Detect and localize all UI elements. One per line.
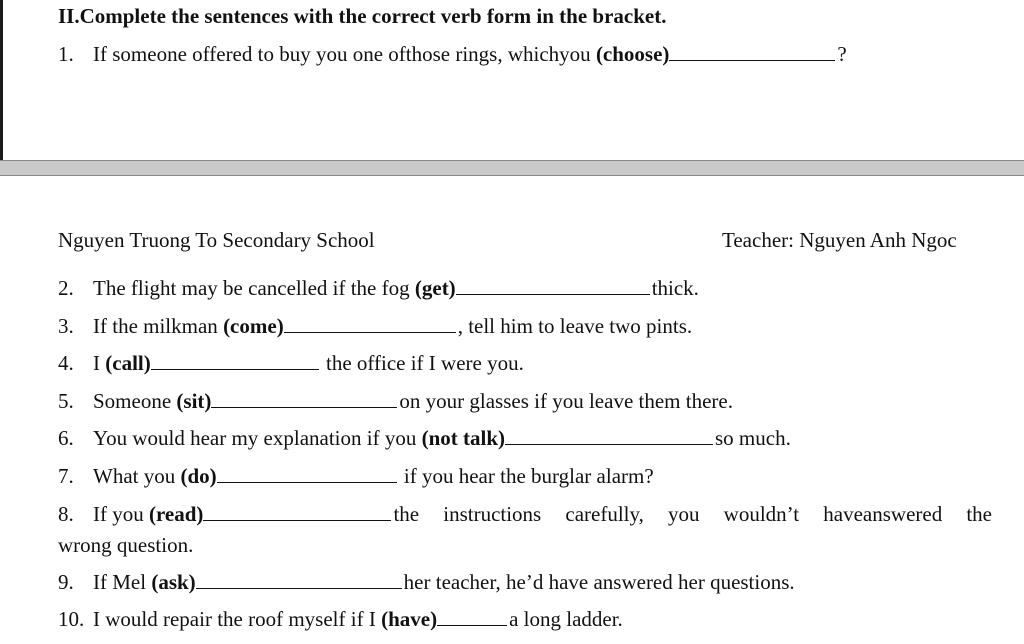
question-3 [58, 314, 692, 339]
answer-blank[interactable] [669, 42, 835, 61]
verb-hint: (have) [381, 607, 438, 631]
question-text-after: so much. [715, 426, 791, 450]
question-text-after: on your glasses if you leave them there. [399, 389, 733, 413]
question-8 [58, 502, 992, 527]
word: carefully, [565, 502, 644, 526]
question-text-after: thick. [651, 276, 699, 300]
question-text: Someone [93, 389, 177, 413]
question-5 [58, 389, 733, 414]
question-text: If Mel [93, 570, 152, 594]
question-text-after: if you hear the burglar alarm? [398, 464, 654, 488]
question-text: I [93, 351, 106, 375]
verb-hint: (choose) [595, 42, 670, 66]
verb-hint: (do) [180, 464, 217, 488]
question-1 [58, 42, 847, 67]
page-edge [0, 0, 3, 160]
question-number: 6. [58, 426, 74, 450]
verb-hint: (call) [105, 351, 151, 375]
question-text: If you [93, 502, 149, 526]
question-text-after: , tell him to leave two pints. [457, 314, 693, 338]
word: haveanswered [823, 502, 943, 526]
answer-blank[interactable] [284, 314, 456, 333]
question-8-start [58, 502, 419, 527]
question-number: 5. [58, 389, 74, 413]
answer-blank[interactable] [196, 570, 402, 589]
word: you [668, 502, 700, 526]
question-text: What you [93, 464, 181, 488]
answer-blank[interactable] [217, 464, 397, 483]
question-text: The flight may be cancelled if the fog [93, 276, 415, 300]
answer-blank[interactable] [456, 276, 650, 295]
answer-blank[interactable] [203, 502, 391, 521]
word: the [393, 502, 420, 526]
question-9 [58, 570, 795, 595]
word: the [966, 502, 992, 526]
question-text: You would hear my explanation if you [93, 426, 422, 450]
page-divider [0, 160, 1024, 176]
question-number: 9. [58, 570, 74, 594]
question-10 [58, 607, 623, 632]
question-number: 2. [58, 276, 74, 300]
verb-hint: (get) [414, 276, 456, 300]
question-text: If the milkman [93, 314, 224, 338]
question-number: 8. [58, 502, 74, 526]
word: wouldn’t [723, 502, 800, 526]
question-4 [58, 351, 524, 376]
question-text-after: ? [837, 42, 847, 66]
exercise-heading: II.Complete the sentences with the correct verb form in the bracket. [58, 4, 667, 28]
question-7 [58, 464, 654, 489]
question-6 [58, 426, 791, 451]
question-8-continuation: wrong question. [58, 533, 194, 557]
question-number: 10. [58, 607, 85, 631]
answer-blank[interactable] [151, 351, 319, 370]
question-text: I would repair the roof myself if I [93, 607, 382, 631]
question-number: 4. [58, 351, 74, 375]
answer-blank[interactable] [437, 607, 507, 626]
question-number: 1. [58, 42, 74, 66]
verb-hint: (not talk) [421, 426, 505, 450]
verb-hint: (ask) [151, 570, 196, 594]
school-name: Nguyen Truong To Secondary School [58, 228, 375, 252]
word: instructions [443, 502, 542, 526]
answer-blank[interactable] [505, 426, 713, 445]
teacher-name: Teacher: Nguyen Anh Ngoc [722, 228, 957, 252]
question-text-after: the office if I were you. [320, 351, 524, 375]
question-text-after: a long ladder. [509, 607, 623, 631]
verb-hint: (sit) [176, 389, 212, 413]
verb-hint: (read) [149, 502, 204, 526]
question-2 [58, 276, 699, 301]
question-number: 7. [58, 464, 74, 488]
question-text: If someone offered to buy you one ofthose rings, whichyou [93, 42, 596, 66]
question-number: 3. [58, 314, 74, 338]
verb-hint: (come) [223, 314, 284, 338]
question-text-after: her teacher, he’d have answered her questions. [403, 570, 795, 594]
answer-blank[interactable] [211, 389, 397, 408]
